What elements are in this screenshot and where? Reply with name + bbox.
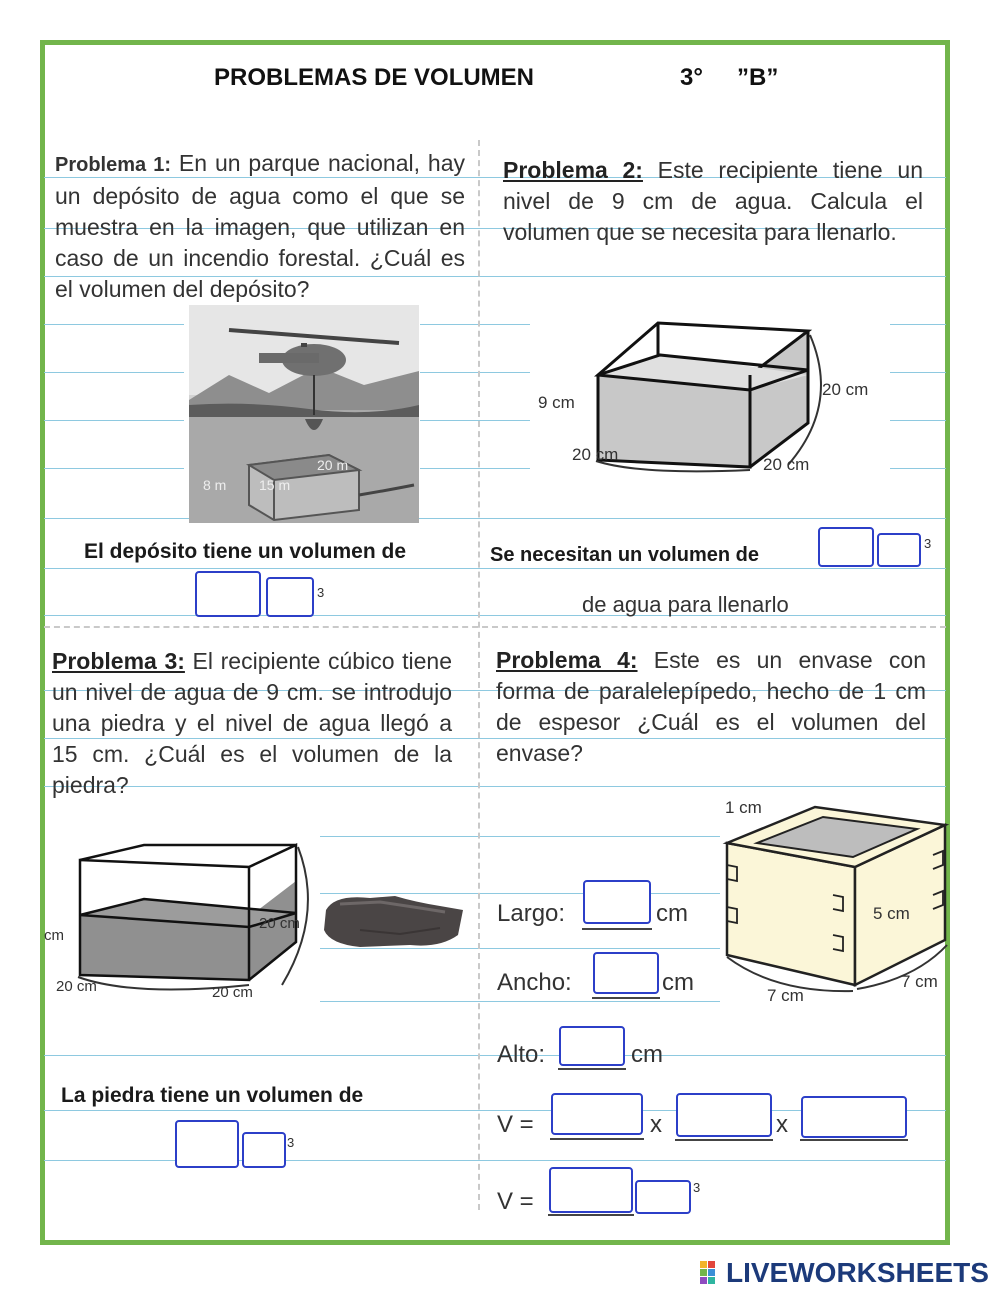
p3-unit-input[interactable] — [242, 1132, 286, 1168]
ancho-input[interactable] — [593, 952, 659, 994]
p2-unit-input[interactable] — [877, 533, 921, 567]
container-diagram-3 — [44, 825, 319, 1005]
p1-dim-length: 20 m — [317, 457, 349, 473]
problem-3-text — [52, 646, 452, 801]
problem-4-text — [496, 645, 926, 769]
p2-dim-front: 20 cm — [572, 445, 619, 464]
p3-exponent: 3 — [287, 1135, 295, 1150]
problem-1-label: Problema 1: — [55, 154, 171, 176]
volume-result-label: V = — [497, 1188, 534, 1215]
p4-dim-length: 7 cm — [901, 972, 938, 991]
p4-exponent: 3 — [693, 1180, 701, 1195]
p2-answer-label: Se necesitan un volumen de — [490, 544, 759, 566]
p2-volume-input[interactable] — [818, 527, 874, 567]
p1-answer-label: El depósito tiene un volumen de — [84, 540, 407, 563]
p4-dim-width: 7 cm — [767, 986, 804, 1005]
p3-dim-front: 20 cm — [56, 978, 97, 995]
row-divider — [44, 626, 946, 628]
stone-image — [320, 890, 465, 950]
largo-underline — [582, 928, 652, 930]
largo-label: Largo: — [497, 900, 566, 927]
factor-3-underline — [800, 1139, 908, 1141]
largo-unit: cm — [656, 900, 688, 927]
problem-2-text — [503, 155, 923, 248]
alto-label: Alto: — [497, 1041, 546, 1068]
problem-4-label: Problema 4: — [496, 647, 638, 673]
p4-dim-height: 5 cm — [873, 904, 910, 923]
p2-exponent: 3 — [924, 536, 932, 551]
helicopter-tank-image — [189, 305, 419, 523]
largo-input[interactable] — [583, 880, 651, 924]
p2-dim-side: 20 cm — [822, 380, 869, 399]
p1-dim-depth: 8 m — [203, 477, 227, 493]
factor-3-input[interactable] — [801, 1096, 907, 1138]
group-label: ”B” — [737, 64, 779, 91]
ancho-label: Ancho: — [497, 969, 572, 996]
times-sign-1: x — [650, 1111, 662, 1138]
ancho-underline — [592, 997, 660, 999]
p4-volume-input[interactable] — [549, 1167, 633, 1213]
factor-1-underline — [550, 1138, 644, 1140]
box-diagram-4 — [715, 795, 950, 1005]
p3-dim-depth: 20 cm — [212, 984, 253, 1001]
p3-dim-level: cm — [44, 927, 64, 944]
factor-2-input[interactable] — [676, 1093, 772, 1137]
p3-answer-label: La piedra tiene un volumen de — [61, 1084, 364, 1107]
p3-dim-side: 20 cm — [259, 915, 300, 932]
p1-volume-input[interactable] — [195, 571, 261, 617]
column-divider — [478, 140, 480, 1210]
brand-name: LIVEWORKSHEETS — [726, 1257, 989, 1288]
problem-3-label: Problema 3: — [52, 648, 185, 674]
p2-dim-level: 9 cm — [538, 393, 575, 412]
factor-2-underline — [675, 1139, 773, 1141]
ancho-unit: cm — [662, 969, 694, 996]
p4-unit-input[interactable] — [635, 1180, 691, 1214]
alto-unit: cm — [631, 1041, 663, 1068]
times-sign-2: x — [776, 1111, 788, 1138]
p1-exponent: 3 — [317, 585, 325, 600]
grade-label: 3° — [680, 64, 703, 91]
problem-1-body: En un parque nacional, hay un depósito de agua como el que se muestra en la imagen, que utilizan en caso de un incendio forestal. ¿Cuál es el volumen del depósito? — [55, 150, 466, 302]
alto-input[interactable] — [559, 1026, 625, 1066]
p4-volume-underline — [548, 1214, 634, 1216]
problem-1-text — [55, 148, 465, 305]
alto-underline — [558, 1068, 626, 1070]
p1-dim-width: 15 m — [259, 477, 291, 493]
p2-dim-depth: 20 cm — [763, 455, 810, 474]
lws-logo-icon — [700, 1261, 724, 1285]
container-diagram-2 — [530, 295, 890, 480]
factor-1-input[interactable] — [551, 1093, 643, 1135]
p1-unit-input[interactable] — [266, 577, 314, 617]
problem-3-body: El recipiente cúbico tiene un nivel de agua de 9 cm. se introdujo una piedra y el nivel de agua llegó a 15 cm. ¿Cuál es el volumen de la piedra? — [52, 648, 452, 798]
problem-2-label: Problema 2: — [503, 157, 643, 183]
page-title: PROBLEMAS DE VOLUMEN — [214, 64, 535, 91]
problem-4-body: Este es un envase con forma de paralelepípedo, hecho de 1 cm de espesor ¿Cuál es el volumen del envase? — [496, 647, 926, 766]
p2-answer-suffix: de agua para llenarlo — [582, 592, 789, 617]
p4-dim-thickness: 1 cm — [725, 798, 762, 817]
problem-2-body: Este recipiente tiene un nivel de 9 cm de agua. Calcula el volumen que se necesita para llenarlo. — [503, 157, 923, 245]
volume-formula-label: V = — [497, 1111, 534, 1138]
p3-volume-input[interactable] — [175, 1120, 239, 1168]
